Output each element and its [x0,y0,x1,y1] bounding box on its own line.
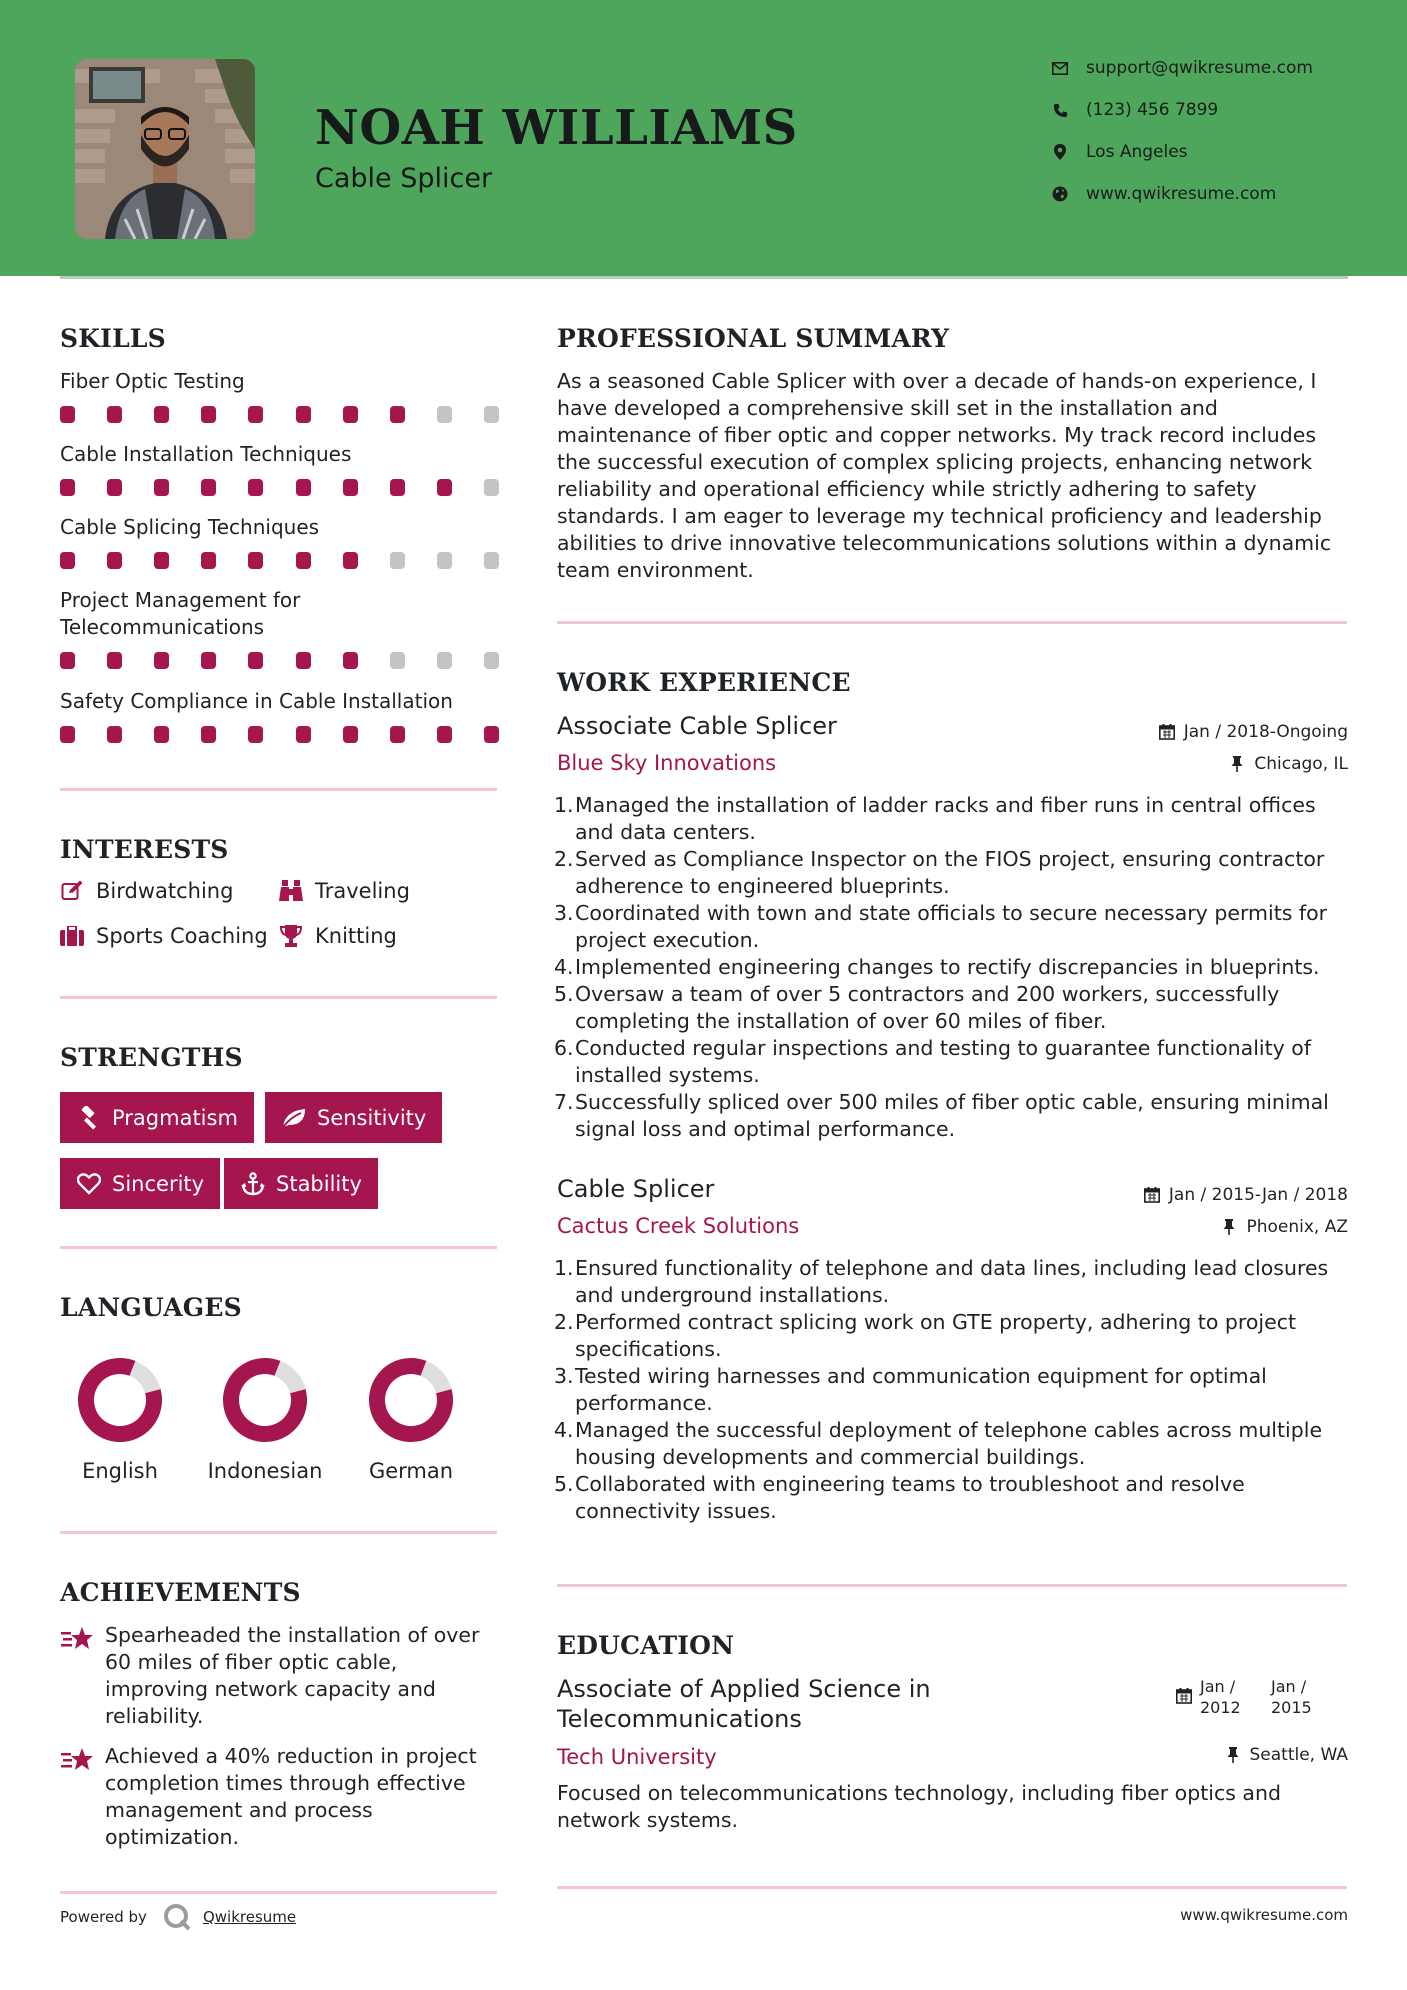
skill-dot-filled [107,406,122,423]
skill-dot-filled [201,552,216,569]
skill-dot-empty [484,479,499,496]
strength-label: Sincerity [112,1171,205,1196]
skill-dot-filled [248,479,263,496]
job-bullet: 4. Implemented engineering changes to rectify discrepancies in blueprints. [554,955,1320,979]
skill-dot-filled [60,552,75,569]
interest-item [60,924,268,948]
edu-end-date: Jan / 2015 [1271,1677,1312,1717]
degree-title-line2: Telecommunications [557,1705,802,1733]
section-divider [557,1886,1347,1889]
skills-heading: SKILLS [60,324,166,353]
job-dates [1143,1185,1348,1205]
skill-dot-empty [437,406,452,423]
strengths-heading: STRENGTHS [60,1043,243,1072]
job-bullet: 3. Coordinated with town and state officials to secure necessary permits for project execution. [554,901,1328,952]
achievement-text: Spearheaded the installation of over 60 miles of fiber optic cable, improving network capacity and reliability. [105,1623,480,1728]
school-name: Tech University [557,1745,717,1769]
skill-dot-filled [390,726,405,743]
language-donut [75,1355,165,1445]
job-title: Cable Splicer [557,1175,715,1203]
candidate-name: NOAH WILLIAMS [315,100,798,156]
experience-heading: WORK EXPERIENCE [557,668,851,697]
skill-label: Project Management for Telecommunications [60,588,301,639]
skill-dot-filled [390,479,405,496]
skill-dot-filled [60,726,75,743]
language-label: German [368,1459,454,1483]
skill-dot-filled [343,552,358,569]
language-label: Indonesian [207,1459,323,1483]
skill-dot-filled [60,652,75,669]
skill-label: Fiber Optic Testing [60,369,245,393]
powered-by [60,1903,296,1931]
pushpin-icon [1224,1746,1242,1764]
skill-dot-filled [201,726,216,743]
binoculars-icon [279,879,303,903]
school-location [1224,1745,1349,1765]
skill-dot-filled [154,726,169,743]
strength-tag [60,1092,254,1143]
degree-title: Associate of Applied Science in [557,1675,931,1703]
section-divider [60,996,497,999]
qwikresume-link[interactable]: Qwikresume [202,1908,297,1926]
job-bullet: 5. Collaborated with engineering teams to troubleshoot and resolve connectivity issues. [554,1472,1245,1523]
job-dates [1158,722,1348,742]
edit-icon [60,879,84,903]
contact-email[interactable] [1050,58,1313,78]
skill-dot-empty [484,652,499,669]
skill-dot-filled [154,652,169,669]
contact-location-text: Los Angeles [1086,142,1188,162]
skill-label: Safety Compliance in Cable Installation [60,689,453,713]
contact-phone[interactable] [1050,100,1218,120]
strength-label: Pragmatism [112,1105,238,1130]
achievement-item [60,1622,500,1730]
skill-dot-filled [201,652,216,669]
heart-icon [76,1171,102,1197]
job-bullet: 3. Tested wiring harnesses and communication equipment for optimal performance. [554,1364,1267,1415]
section-divider [60,1531,497,1534]
section-divider [557,621,1347,624]
skill-dot-filled [60,406,75,423]
skill-rating [60,552,500,570]
footer-url[interactable]: www.qwikresume.com [1180,1906,1348,1924]
skill-dot-filled [248,552,263,569]
pushpin-icon [1220,1218,1238,1236]
skill-dot-filled [343,726,358,743]
language-donut [366,1355,456,1445]
skill-dot-filled [154,479,169,496]
job-bullet: 4. Managed the successful deployment of telephone cables across multiple housing developments and commercial buildings. [554,1418,1323,1469]
job-dates-text: Jan / 2015-Jan / 2018 [1168,1185,1348,1205]
qwikresume-logo-icon [163,1903,191,1931]
contact-email-text: support@qwikresume.com [1086,58,1313,78]
skill-label: Cable Installation Techniques [60,442,352,466]
candidate-title: Cable Splicer [315,163,493,194]
powered-by-label: Powered by [60,1908,147,1926]
profile-photo [75,59,255,239]
achievement-text: Achieved a 40% reduction in project completion times through effective management and process optimization. [105,1744,477,1849]
skill-dot-filled [484,726,499,743]
pushpin-icon [1228,755,1246,773]
skill-dot-empty [390,552,405,569]
job-location-text: Phoenix, AZ [1246,1217,1348,1237]
language-item [55,1355,185,1483]
skill-dot-filled [343,652,358,669]
job-bullet: 7. Successfully spliced over 500 miles of fiber optic cable, ensuring minimal signal loss and optimal performance. [554,1090,1329,1141]
achievement-item [60,1743,500,1851]
language-item [346,1355,476,1483]
skill-rating [60,726,500,744]
job-bullet-list [554,1255,1347,1525]
skill-dot-filled [390,406,405,423]
skill-dot-empty [390,652,405,669]
skill-dot-filled [248,406,263,423]
interest-item [279,879,410,903]
trophy-icon [279,924,303,948]
strength-tag [224,1158,378,1209]
strength-label: Stability [276,1171,362,1196]
skill-dot-filled [343,479,358,496]
job-bullet: 2. Served as Compliance Inspector on the FIOS project, ensuring contractor adherence to engineered blueprints. [554,847,1325,898]
skill-dot-filled [343,406,358,423]
skill-rating [60,406,500,424]
skill-dot-empty [437,652,452,669]
gavel-icon [76,1105,102,1131]
summary-heading: PROFESSIONAL SUMMARY [557,324,950,353]
job-bullet: 6. Conducted regular inspections and testing to guarantee functionality of installed systems. [554,1036,1312,1087]
skill-dot-empty [484,406,499,423]
globe-icon [1050,184,1070,204]
skill-dot-filled [248,652,263,669]
skill-dot-empty [484,552,499,569]
section-divider [60,1246,497,1249]
skill-dot-filled [296,406,311,423]
job-location-text: Chicago, IL [1254,754,1348,774]
skill-dot-filled [154,406,169,423]
skill-dot-filled [437,726,452,743]
job-bullet: 5. Oversaw a team of over 5 contractors and 200 workers, successfully completing the installation of over 60 miles of fiber. [554,982,1280,1033]
skill-dot-filled [296,552,311,569]
strength-tag [60,1158,220,1209]
header-divider [60,276,1348,279]
envelope-icon [1050,58,1070,78]
interest-item [60,879,233,903]
skill-dot-filled [107,479,122,496]
header-banner [0,0,1407,276]
edu-start-date: Jan / 2012 [1200,1677,1241,1717]
skill-dot-filled [154,552,169,569]
company-name: Blue Sky Innovations [557,751,777,775]
job-title: Associate Cable Splicer [557,712,837,740]
job-bullet: 1. Managed the installation of ladder racks and fiber runs in central offices and data centers. [554,793,1316,844]
education-description: Focused on telecommunications technology, including fiber optics and network systems. [557,1781,1281,1832]
shooting-star-icon [60,1745,94,1773]
calendar-icon [1143,1186,1161,1204]
language-item [200,1355,330,1483]
contact-phone-text: (123) 456 7899 [1086,100,1219,120]
skill-rating [60,652,500,670]
skill-dot-filled [201,406,216,423]
skill-dot-filled [107,552,122,569]
skill-dot-filled [437,479,452,496]
interest-item [279,924,397,948]
skill-dot-filled [201,479,216,496]
anchor-icon [240,1171,266,1197]
job-location [1220,1217,1348,1237]
interest-label: Birdwatching [96,879,234,903]
skill-rating [60,479,500,497]
skill-dot-filled [107,726,122,743]
skill-dot-filled [60,479,75,496]
section-divider [60,1891,497,1894]
contact-website-text: www.qwikresume.com [1086,184,1277,204]
strength-label: Sensitivity [317,1105,427,1130]
skill-dot-filled [296,479,311,496]
interests-heading: INTERESTS [60,835,229,864]
phone-icon [1050,100,1070,120]
job-bullet: 2. Performed contract splicing work on GTE property, adhering to project specifications. [554,1310,1297,1361]
section-divider [60,788,497,791]
school-location-text: Seattle, WA [1249,1745,1348,1765]
language-donut [220,1355,310,1445]
education-heading: EDUCATION [557,1631,735,1660]
shooting-star-icon [60,1624,94,1652]
job-location [1228,754,1348,774]
calendar-icon [1158,723,1176,741]
leaf-icon [281,1105,307,1131]
contact-website[interactable] [1050,184,1276,204]
briefcase-icon [60,924,84,948]
skill-dot-filled [296,652,311,669]
language-label: English [82,1459,158,1483]
summary-text: As a seasoned Cable Splicer with over a decade of hands-on experience, I have developed a comprehensive skill set in the installation and maintenance of fiber optic and copper networks. My track record includes the successful execution of complex splicing projects, enhancing network reliability and operational efficiency while strictly adhering to safety standards. I am eager to leverage my technical proficiency and leadership abilities to drive innovative telecommunications solutions within a dynamic team environment. [557,369,1332,582]
job-bullet: 1. Ensured functionality of telephone and data lines, including lead closures and underground installations. [554,1256,1329,1307]
skill-dot-filled [107,652,122,669]
job-bullet-list [554,792,1347,1143]
map-pin-icon [1050,142,1070,162]
skill-dot-filled [248,726,263,743]
skill-label: Cable Splicing Techniques [60,515,320,539]
languages-heading: LANGUAGES [60,1293,242,1322]
contact-location [1050,142,1188,162]
interest-label: Traveling [315,879,410,903]
section-divider [557,1584,1347,1587]
interest-label: Sports Coaching [96,924,268,948]
interest-label: Knitting [315,924,397,948]
calendar-icon [1176,1688,1194,1706]
company-name: Cactus Creek Solutions [557,1214,800,1238]
job-dates-text: Jan / 2018-Ongoing [1183,722,1348,742]
skill-dot-filled [296,726,311,743]
strength-tag [265,1092,442,1143]
skill-dot-empty [437,552,452,569]
achievements-heading: ACHIEVEMENTS [60,1578,301,1607]
